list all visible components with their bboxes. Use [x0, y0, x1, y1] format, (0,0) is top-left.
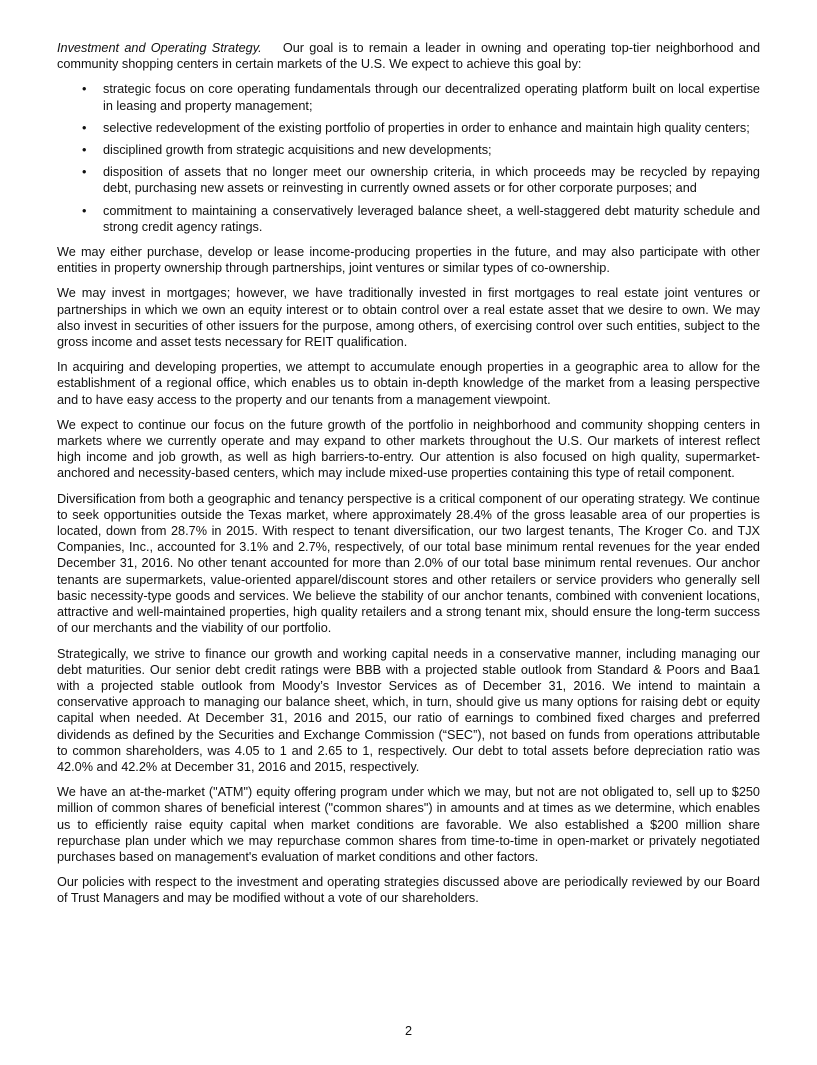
bullet-item — [57, 203, 760, 235]
section-title: Investment and Operating Strategy. — [57, 41, 262, 55]
bullet-text: strategic focus on core operating fundamentals through our decentralized operating platform built on local expertise in leasing and property management; — [103, 82, 760, 113]
bullet-item — [57, 142, 760, 158]
body-paragraph-atm-program: We have an at-the-market ("ATM") equity offering program under which we may, but not are not obligated to, sell up to $250 million of common shares of beneficial interest ("common shares") in amounts and at times as we determine, which enables us to efficiently raise equity capital when market conditions are favorable. We also established a $200 million share repurchase plan under which we may repurchase common shares from time-to-time in open-market or privately negotiated purchases based on management's evaluation of market conditions and other factors. — [57, 785, 760, 864]
bullet-text: disposition of assets that no longer meet our ownership criteria, in which proceeds may be recycled by repaying debt, purchasing new assets or reinvesting in currently owned assets or for other corporate purposes; and — [103, 165, 760, 196]
bullet-marker: • — [82, 203, 87, 218]
bullet-text: commitment to maintaining a conservatively leveraged balance sheet, a well-staggered debt maturity schedule and strong credit agency ratings. — [103, 203, 760, 234]
page-number: 2 — [404, 1024, 413, 1038]
bullet-text: disciplined growth from strategic acquisitions and new developments; — [103, 143, 492, 158]
body-paragraph-mortgages: We may invest in mortgages; however, we have traditionally invested in first mortgages to real estate joint ventures or partnerships in which we own an equity interest or to obtain control over a real estate asset that we desire to own. We may also invest in securities of other issuers for the purpose, among others, of exercising control over such entities, subject to the gross income and asset tests necessary for REIT qualification. — [57, 286, 760, 350]
intro-text: Our goal is to remain a leader in owning and operating top-tier neighborhood and community shopping centers in certain markets of the U.S. We expect to achieve this goal by: — [57, 41, 760, 72]
bullet-item — [57, 120, 760, 136]
body-paragraph-growth-focus: We expect to continue our focus on the future growth of the portfolio in neighborhood and community shopping centers in markets where we currently operate and may expand to other markets throughout the U.S. Our markets of interest reflect high income and job growth, as well as high barriers-to-entry. Our attention is also focused on high quality, supermarket-anchored and necessity-based centers, which may include mixed-use properties containing this type of retail component. — [57, 417, 760, 481]
bullet-marker: • — [82, 82, 87, 97]
body-paragraph-regional-office: In acquiring and developing properties, we attempt to accumulate enough properties in a geographic area to allow for the establishment of a regional office, which enables us to obtain in-depth knowledge of the market from a leasing perspective and to have easy access to the property and our tenants from a management viewpoint. — [57, 360, 760, 407]
intro-paragraph — [57, 40, 760, 72]
body-paragraph-financing: Strategically, we strive to finance our growth and working capital needs in a conservative manner, including managing our debt maturities. Our senior debt credit ratings were BBB with a projected stable outlook from Standard & Poors and Baa1 with a projected stable outlook from Moody’s Investor Services as of December 31, 2016. We intend to maintain a conservative approach to managing our balance sheet, which, in turn, should give us many options for raising debt or equity capital when needed. At December 31, 2016 and 2015, our ratio of earnings to combined fixed charges and preferred dividends as defined by the Securities and Exchange Commission (“SEC”), not based on funds from operations attributable to common shareholders, was 4.05 to 1 and 2.65 to 1, respectively. Our debt to total assets before depreciation ratio was 42.0% and 42.2% at December 31, 2016 and 2015, respectively. — [57, 646, 760, 774]
bullet-text: selective redevelopment of the existing portfolio of properties in order to enhance and maintain high quality centers; — [103, 120, 750, 135]
body-paragraph-co-ownership: We may either purchase, develop or lease income-producing properties in the future, and may also participate with other entities in property ownership through partnerships, joint ventures or similar types of co-ownership. — [57, 245, 760, 276]
strategy-bullet-list — [57, 81, 760, 235]
body-paragraph-policies: Our policies with respect to the investment and operating strategies discussed above are periodically reviewed by our Board of Trust Managers and may be modified without a vote of our shareholders. — [57, 875, 760, 906]
bullet-marker: • — [82, 120, 87, 135]
bullet-marker: • — [82, 143, 87, 158]
body-paragraph-diversification: Diversification from both a geographic and tenancy perspective is a critical component of our operating strategy. We continue to seek opportunities outside the Texas market, where approximately 28.4% of the gross leasable area of our properties is located, down from 28.7% in 2015. With respect to tenant diversification, our two largest tenants, The Kroger Co. and TJX Companies, Inc., accounted for 3.1% and 2.7%, respectively, of our total base minimum rental revenues for the year ended December 31, 2016. No other tenant accounted for more than 2.0% of our total base minimum rental revenues. Our anchor tenants are supermarkets, value-oriented apparel/discount stores and other retailers or service providers who generally sell basic necessity-type goods and services. We believe the stability of our anchor tenants, combined with convenient locations, attractive and well-maintained properties, high quality retailers and a strong tenant mix, should ensure the long-term success of our merchants and the viability of our portfolio. — [57, 491, 760, 636]
bullet-item — [57, 81, 760, 113]
bullet-marker: • — [82, 165, 87, 180]
bullet-item — [57, 164, 760, 196]
